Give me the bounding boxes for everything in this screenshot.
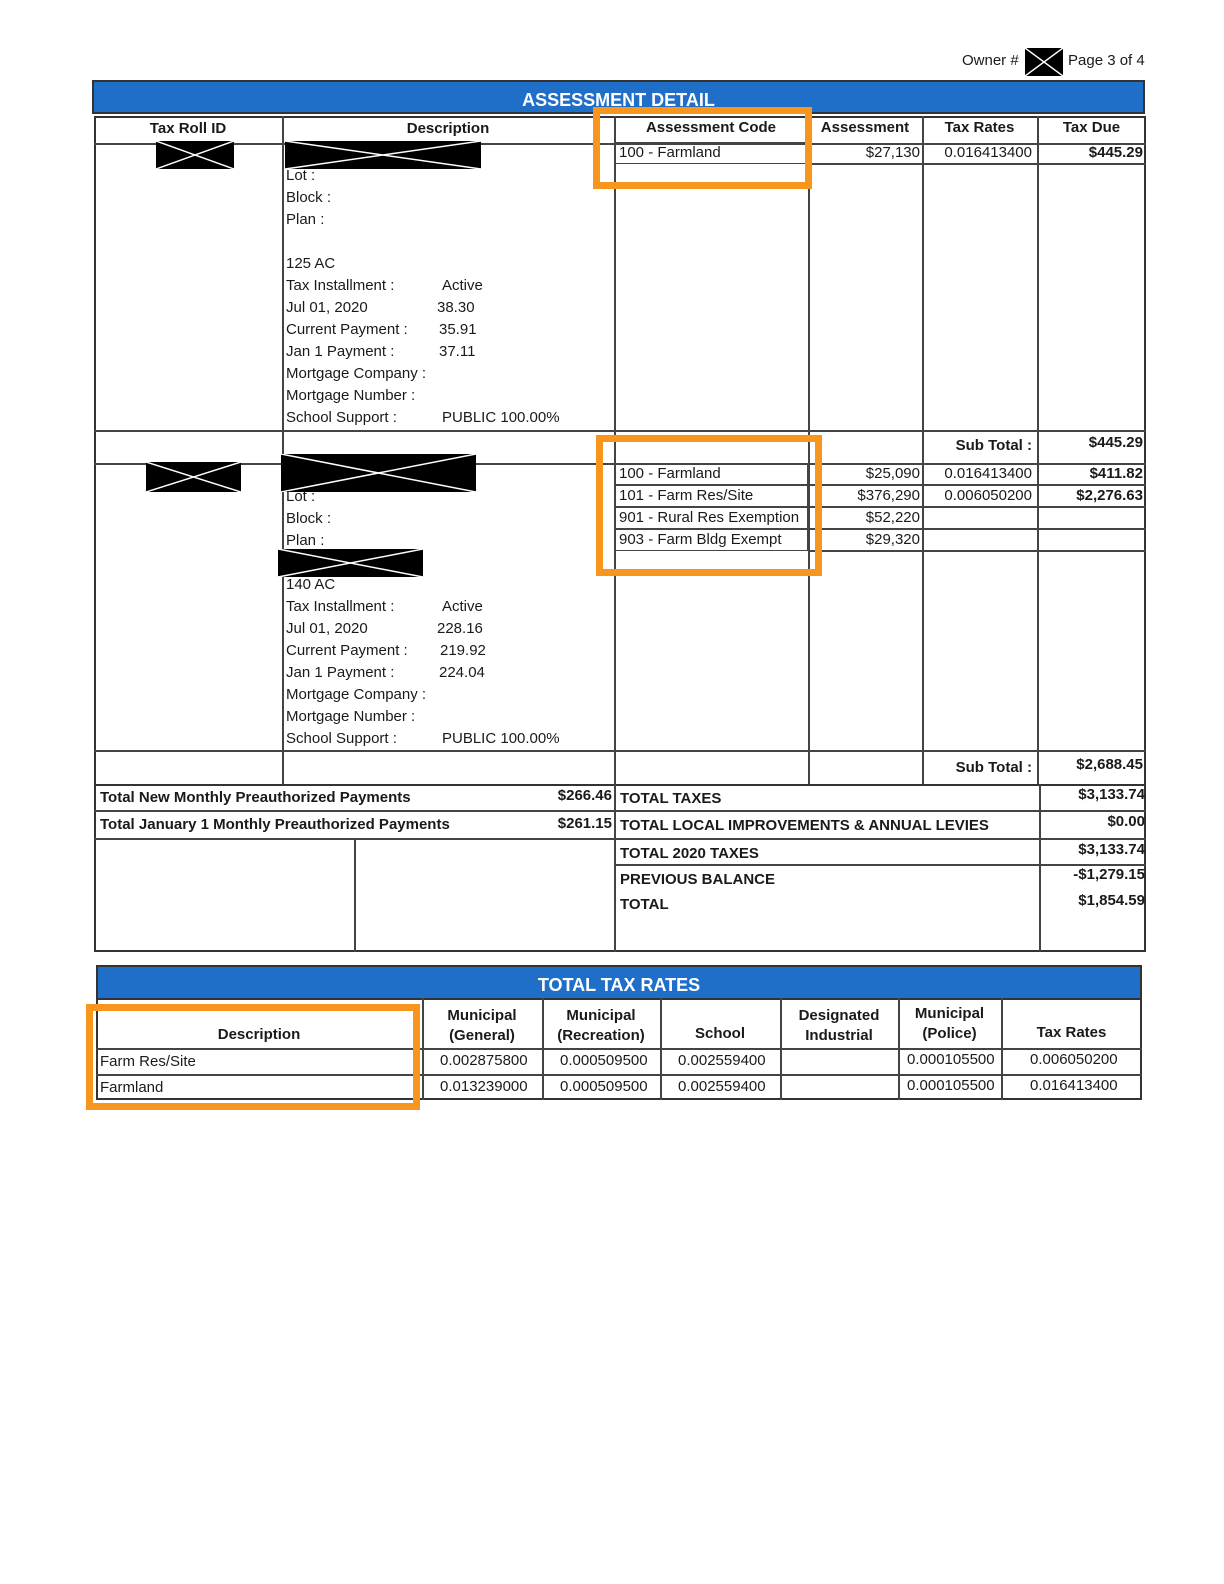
desc-line: Plan : [286, 532, 325, 549]
assessment-code: 903 - Farm Bldg Exempt [619, 531, 782, 548]
rates-cell: 0.006050200 [1030, 1051, 1118, 1068]
row-divider [808, 550, 1146, 552]
owner-label: Owner # [962, 52, 1019, 69]
redacted-tax-roll-id [156, 141, 234, 169]
desc-line: Lot : [286, 167, 316, 184]
rates-col-municipal-recreation: Municipal (Recreation) [557, 1007, 645, 1044]
col-header-tax-due: Tax Due [1062, 119, 1121, 136]
tax-due: $411.82 [1089, 465, 1143, 482]
kv-label: Jul 01, 2020 [286, 620, 368, 637]
desc-line: Plan : [286, 211, 325, 228]
rates-cell: 0.002559400 [678, 1052, 766, 1069]
subtotal-value: $445.29 [1088, 434, 1143, 451]
kv-value: 219.92 [440, 642, 486, 659]
payment-label: Total January 1 Monthly Preauthorized Payments [100, 816, 450, 833]
kv-label: Mortgage Company : [286, 365, 427, 382]
tax-rate: 0.006050200 [944, 487, 1032, 504]
desc-line: Block : [286, 189, 332, 206]
rates-row-label: Farm Res/Site [100, 1053, 196, 1070]
kv-value: 224.04 [439, 664, 485, 681]
kv-value: PUBLIC 100.00% [442, 730, 560, 747]
total-label: TOTAL 2020 TAXES [620, 845, 759, 862]
kv-label: Jan 1 Payment : [286, 664, 395, 681]
rates-cell: 0.013239000 [440, 1078, 528, 1095]
total-value: $0.00 [1107, 813, 1145, 830]
row-divider [808, 506, 1146, 508]
kv-value: 37.11 [439, 343, 476, 360]
col-header-tax-rates: Tax Rates [944, 119, 1015, 136]
total-label: TOTAL TAXES [620, 790, 722, 807]
rates-col-school: School [694, 1025, 745, 1042]
kv-label: Jan 1 Payment : [286, 343, 395, 360]
highlight-box [86, 1004, 420, 1110]
redacted-description [281, 454, 476, 492]
col-header-assessment-code: Assessment Code [645, 119, 777, 136]
subtotal-label: Sub Total : [955, 759, 1032, 776]
col-header-description: Description [406, 120, 490, 137]
rates-row-label: Farmland [100, 1079, 164, 1096]
assessment-value: $27,130 [865, 144, 920, 161]
total-label: TOTAL [620, 896, 669, 913]
col-header-assessment: Assessment [820, 119, 910, 136]
kv-label: Current Payment : [286, 642, 408, 659]
kv-label: School Support : [286, 409, 397, 426]
tax-due: $445.29 [1088, 144, 1143, 161]
rates-cell: 0.000509500 [560, 1078, 648, 1095]
assessment-code: 100 - Farmland [619, 465, 721, 482]
col-divider [1037, 116, 1039, 786]
tax-rate: 0.016413400 [944, 465, 1032, 482]
assessment-code: 901 - Rural Res Exemption [619, 509, 800, 526]
page-number: Page 3 of 4 [1068, 52, 1145, 69]
rates-col-designated-industrial: Designated Industrial [798, 1007, 880, 1044]
assessment-code: 100 - Farmland [619, 144, 721, 161]
kv-value: 35.91 [439, 321, 477, 338]
rates-cell: 0.002559400 [678, 1078, 766, 1095]
rates-cell: 0.000105500 [907, 1077, 995, 1094]
row-divider [808, 484, 1146, 486]
rates-col-municipal-police: Municipal (Police) [914, 1005, 985, 1042]
rates-cell: 0.000509500 [560, 1052, 648, 1069]
redaction-mark [1025, 48, 1063, 76]
subtotal-label: Sub Total : [955, 437, 1032, 454]
rates-cell: 0.016413400 [1030, 1077, 1118, 1094]
row-divider [94, 750, 1146, 752]
assessment-value: $25,090 [865, 465, 920, 482]
highlight-box [593, 107, 812, 189]
kv-value: 228.16 [437, 620, 483, 637]
rates-col-description: Description [217, 1026, 301, 1043]
highlight-box [596, 435, 822, 576]
col-divider [354, 838, 356, 952]
tax-rate: 0.016413400 [944, 144, 1032, 161]
rates-cell: 0.000105500 [907, 1051, 995, 1068]
payment-value: $261.15 [557, 815, 612, 832]
assessment-value: $29,320 [865, 531, 920, 548]
row-divider [94, 810, 1146, 812]
tax-due: $2,276.63 [1076, 487, 1143, 504]
col-divider [282, 116, 284, 786]
kv-value: Active [442, 598, 483, 615]
kv-label: Current Payment : [286, 321, 408, 338]
redacted-tax-roll-id [146, 462, 241, 492]
total-value: $3,133.74 [1078, 786, 1145, 803]
desc-line: Lot : [286, 488, 316, 505]
row-divider [808, 528, 1146, 530]
row-divider [94, 430, 1146, 432]
redacted-description [285, 141, 481, 169]
assessment-value: $52,220 [865, 509, 920, 526]
kv-label: Tax Installment : [286, 598, 395, 615]
rates-col-municipal-general: Municipal (General) [447, 1007, 517, 1044]
kv-value: PUBLIC 100.00% [442, 409, 560, 426]
row-divider [808, 163, 1146, 165]
tax-rates-title: TOTAL TAX RATES [96, 965, 1142, 1000]
total-value: $3,133.74 [1078, 841, 1145, 858]
assessment-code: 101 - Farm Res/Site [619, 487, 754, 504]
redacted-plan [278, 549, 423, 577]
kv-value: 38.30 [437, 299, 475, 316]
assessment-value: $376,290 [857, 487, 920, 504]
subtotal-value: $2,688.45 [1076, 756, 1143, 773]
kv-label: Mortgage Number : [286, 387, 416, 404]
kv-label: School Support : [286, 730, 397, 747]
kv-label: Mortgage Company : [286, 686, 427, 703]
row-divider [94, 838, 1146, 840]
desc-line: Block : [286, 510, 332, 527]
total-label: TOTAL LOCAL IMPROVEMENTS & ANNUAL LEVIES [620, 817, 989, 834]
assessment-detail-title: ASSESSMENT DETAIL [92, 80, 1145, 114]
kv-label: Tax Installment : [286, 277, 395, 294]
col-header-tax-roll-id: Tax Roll ID [149, 120, 227, 137]
payment-value: $266.46 [557, 787, 612, 804]
kv-label: Mortgage Number : [286, 708, 416, 725]
desc-line: 125 AC [286, 255, 336, 272]
rates-col-tax-rates: Tax Rates [1036, 1024, 1107, 1041]
kv-label: Jul 01, 2020 [286, 299, 368, 316]
total-label: PREVIOUS BALANCE [620, 871, 776, 888]
total-value: -$1,279.15 [1073, 866, 1145, 883]
total-value: $1,854.59 [1078, 892, 1145, 909]
rates-cell: 0.002875800 [440, 1052, 528, 1069]
payment-label: Total New Monthly Preauthorized Payments [100, 789, 411, 806]
desc-line: 140 AC [286, 576, 336, 593]
kv-value: Active [442, 277, 483, 294]
